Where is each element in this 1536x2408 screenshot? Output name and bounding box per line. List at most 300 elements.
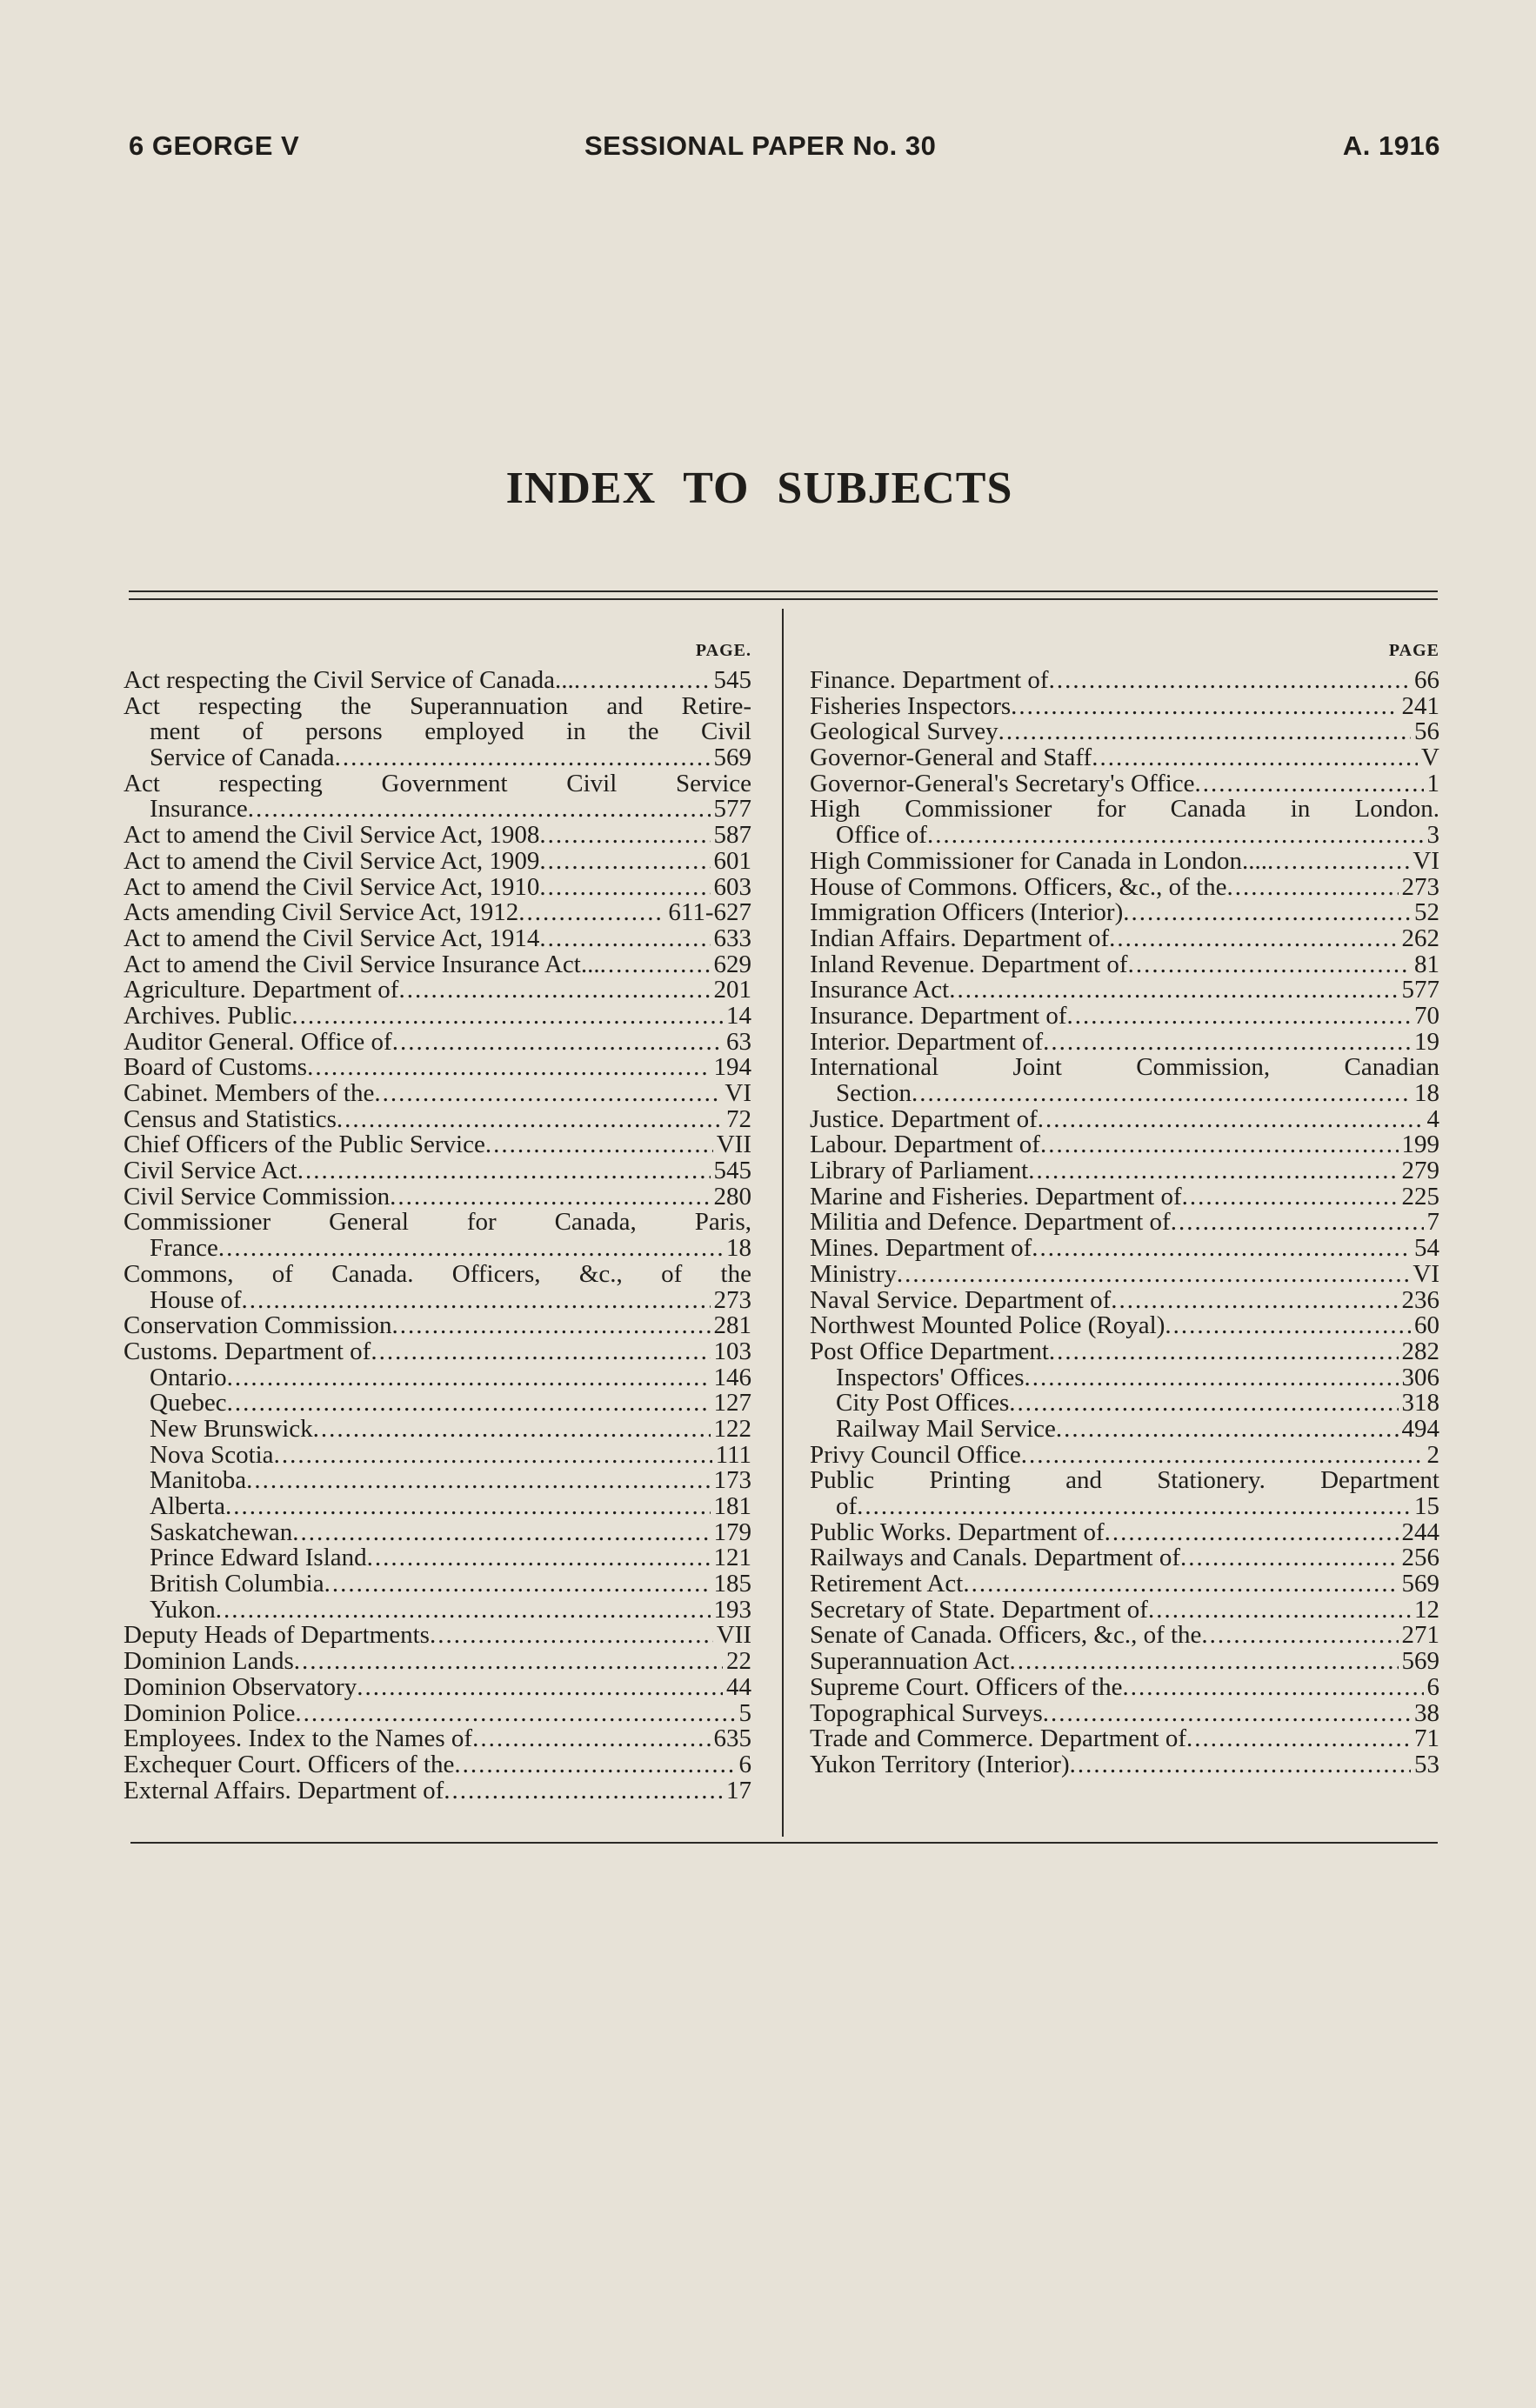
index-entry (810, 1414, 1439, 1443)
index-entry (124, 1391, 751, 1417)
dot-leader (539, 875, 710, 901)
index-entry-text: House of Commons. Officers, &c., of the (810, 872, 1227, 901)
index-entry-text: High Commissioner for Canada in London. (810, 795, 1439, 824)
dot-leader (518, 900, 664, 926)
index-entry-text: Northwest Mounted Police (Royal) (810, 1311, 1165, 1340)
index-entry (124, 1545, 751, 1571)
dot-leader (357, 1675, 723, 1701)
index-entry-page: 577 (713, 795, 751, 824)
index-entry (810, 1027, 1439, 1056)
dot-leader (218, 1236, 723, 1262)
index-entry-page: 611-627 (668, 898, 751, 927)
index-entry (124, 1365, 751, 1391)
index-entry-text: Service of Canada (150, 744, 335, 772)
index-entry-text: Governor-General and Staff (810, 744, 1092, 772)
index-entry-text: Archives. Public (124, 1001, 292, 1030)
index-entry (124, 771, 751, 797)
index-entry-page: 18 (1414, 1079, 1439, 1107)
index-entry-text: Acts amending Civil Service Act, 1912 (124, 898, 519, 927)
index-entry-text: Board of Customs (124, 1053, 308, 1082)
index-entry-page: 5 (738, 1698, 751, 1727)
index-entry (810, 1285, 1439, 1314)
dot-leader (1180, 1545, 1398, 1571)
dot-leader (313, 1417, 711, 1443)
index-entry-text: Dominion Police (124, 1698, 296, 1727)
dot-leader (1021, 1443, 1424, 1469)
index-entry (810, 1623, 1439, 1649)
dot-leader (1010, 1649, 1399, 1675)
index-entry-page: VII (716, 1131, 751, 1159)
index-entry-text: Employees. Index to the Names of (124, 1724, 473, 1753)
index-entry-text: Exchequer Court. Officers of the (124, 1750, 455, 1778)
index-entry-text: Prince Edward Island (150, 1544, 367, 1572)
index-entry-text: British Columbia (150, 1570, 324, 1598)
index-entry-text: Justice. Department of (810, 1104, 1038, 1133)
index-entry-text: Census and Statistics (124, 1104, 337, 1133)
dot-leader (1040, 1132, 1399, 1158)
dot-leader (949, 977, 1398, 1004)
index-entry (810, 1210, 1439, 1236)
index-entry-text: Yukon (150, 1595, 216, 1624)
dot-leader (444, 1778, 723, 1804)
column-divider (782, 609, 784, 1837)
index-entry (124, 1184, 751, 1211)
index-entry-text: Militia and Defence. Department of (810, 1208, 1171, 1237)
dot-leader (1011, 694, 1398, 720)
bottom-rule (130, 1842, 1438, 1844)
dot-leader (1186, 1726, 1411, 1752)
index-entry-text: Finance. Department of (810, 666, 1049, 694)
dot-leader (539, 823, 710, 849)
dot-leader (574, 668, 711, 694)
index-entry-text: City Post Offices (836, 1389, 1010, 1417)
dot-leader (392, 1313, 711, 1339)
index-entry-text: Indian Affairs. Department of (810, 924, 1110, 952)
index-entry-page: 173 (713, 1466, 751, 1495)
index-entry-text: Agriculture. Department of (124, 976, 399, 1004)
dot-leader (367, 1545, 711, 1571)
index-entry (124, 691, 751, 720)
dot-leader (225, 1494, 711, 1520)
index-entry-text: Public Works. Department of (810, 1518, 1105, 1546)
index-entry-text: Nova Scotia (150, 1440, 274, 1469)
index-entry (124, 1571, 751, 1598)
index-entry (810, 1132, 1439, 1158)
index-entry-text: Act respecting the Superannuation and Retire- (124, 691, 751, 720)
index-entry-text: Dominion Lands (124, 1647, 294, 1676)
index-entry-text: New Brunswick (150, 1414, 313, 1443)
index-entry-text: Deputy Heads of Departments (124, 1621, 430, 1650)
index-entry (124, 1132, 751, 1158)
index-entry-page: 629 (713, 950, 751, 978)
dot-leader (454, 1752, 735, 1778)
page-column-heading: PAGE (1388, 641, 1439, 660)
index-entry-text: Civil Service Act (124, 1157, 297, 1185)
index-entry-page: 241 (1401, 691, 1439, 720)
index-entry-page: 244 (1401, 1518, 1439, 1546)
index-entry-page: 4 (1426, 1104, 1439, 1133)
index-entry (124, 846, 751, 875)
index-entry-page: 22 (726, 1647, 751, 1676)
index-entry-page: 273 (1401, 872, 1439, 901)
dot-leader (897, 1262, 1409, 1288)
index-entry (810, 1158, 1439, 1184)
index-entry-text: Railways and Canals. Department of (810, 1544, 1181, 1572)
index-entry-page: 587 (713, 821, 751, 850)
index-entry (124, 1259, 751, 1288)
index-entry-text: Inland Revenue. Department of (810, 950, 1128, 978)
index-entry (124, 1726, 751, 1752)
dot-leader (1070, 1752, 1411, 1778)
index-entry-page: 44 (726, 1672, 751, 1701)
dot-leader (857, 1494, 1411, 1520)
index-entry-page: 282 (1401, 1337, 1439, 1365)
dot-leader (1182, 1184, 1399, 1211)
dot-leader (1227, 875, 1399, 901)
index-entry-page: 280 (713, 1182, 751, 1211)
index-entry (124, 1236, 751, 1262)
index-entry (124, 1055, 751, 1081)
index-entry-page: 225 (1401, 1182, 1439, 1211)
index-entry (124, 1468, 751, 1494)
dot-leader (1038, 1107, 1424, 1133)
index-entry (810, 1440, 1439, 1469)
index-entry-text: Act respecting Government Civil Service (124, 769, 751, 797)
index-entry (810, 1081, 1439, 1107)
index-entry-text: Inspectors' Offices (836, 1363, 1025, 1391)
index-entry (810, 823, 1439, 849)
index-entry-text: International Joint Commission, Canadian (810, 1053, 1439, 1082)
index-entry (810, 1365, 1439, 1391)
index-entry-page: VI (1412, 1259, 1439, 1288)
index-entry-page: 273 (713, 1285, 751, 1314)
index-entry-page: 38 (1414, 1698, 1439, 1727)
index-entry-text: Privy Council Office (810, 1440, 1021, 1469)
index-entry (124, 1313, 751, 1339)
index-entry-text: Naval Service. Department of (810, 1285, 1112, 1314)
dot-leader (324, 1571, 711, 1598)
index-entry (810, 797, 1439, 823)
index-entry-text: Mines. Department of (810, 1234, 1032, 1263)
index-entry-page: 603 (713, 872, 751, 901)
index-entry (810, 1494, 1439, 1520)
index-entry-text: Governor-General's Secretary's Office (810, 769, 1195, 797)
index-entry-text: Customs. Department of (124, 1337, 371, 1365)
dot-leader (246, 1468, 710, 1494)
index-entry (810, 745, 1439, 771)
index-entry (124, 1104, 751, 1133)
index-entry-text: Act to amend the Civil Service Act, 1908 (124, 821, 540, 850)
index-entry-page: 306 (1401, 1363, 1439, 1391)
index-entry (124, 1672, 751, 1701)
index-entry-page: 7 (1426, 1208, 1439, 1237)
index-entry (124, 1494, 751, 1520)
index-entry (124, 1339, 751, 1365)
index-entry-text: Marine and Fisheries. Department of (810, 1182, 1182, 1211)
index-entry-page: 52 (1414, 898, 1439, 927)
index-entry-text: Ontario (150, 1363, 227, 1391)
dot-leader (539, 926, 710, 952)
index-entry (124, 1752, 751, 1778)
index-entry-page: 181 (713, 1492, 751, 1520)
index-entry-page: 545 (713, 1157, 751, 1185)
dot-leader (1128, 952, 1411, 978)
dot-leader (1195, 771, 1424, 797)
index-entry (124, 900, 751, 926)
header-year: A. 1916 (1342, 130, 1440, 161)
index-entry-page: 256 (1401, 1544, 1439, 1572)
index-entry-text: Dominion Observatory (124, 1672, 357, 1701)
index-entry-text: Public Printing and Stationery. Department (810, 1466, 1439, 1495)
index-entry-text: Topographical Surveys (810, 1698, 1043, 1727)
index-entry-page: 635 (713, 1724, 751, 1753)
index-entry-text: Insurance. Department of (810, 1001, 1067, 1030)
index-entry (124, 1649, 751, 1675)
dot-leader (539, 849, 710, 875)
index-entry-text: Auditor General. Office of (124, 1027, 392, 1056)
index-entry (810, 1571, 1439, 1598)
index-entry (810, 1001, 1439, 1030)
index-entry-text: Insurance (150, 795, 248, 824)
index-entry (810, 691, 1439, 720)
index-entry-page: 14 (726, 1001, 751, 1030)
index-entry-page: 70 (1414, 1001, 1439, 1030)
index-entry-text: Railway Mail Service (836, 1414, 1056, 1443)
index-entry-page: 18 (726, 1234, 751, 1263)
index-entry (810, 668, 1439, 694)
dot-leader (1043, 1701, 1411, 1727)
index-entry-text: Act respecting the Civil Service of Canada... (124, 666, 574, 694)
dot-leader (292, 1520, 710, 1546)
index-entry (124, 1414, 751, 1443)
index-entry-text: House of (150, 1285, 242, 1314)
index-entry-page: 494 (1401, 1414, 1439, 1443)
index-entry (124, 1778, 751, 1804)
index-entry-page: 17 (726, 1776, 751, 1804)
dot-leader (337, 1107, 723, 1133)
dot-leader (1056, 1417, 1399, 1443)
index-entry (810, 872, 1439, 901)
dot-leader (392, 1030, 723, 1056)
index-entry-page: 271 (1401, 1621, 1439, 1650)
index-entry (810, 719, 1439, 745)
index-entry-text: France (150, 1234, 218, 1263)
index-entries-right (810, 668, 1439, 1778)
index-entry-page: 193 (713, 1595, 751, 1624)
index-entry (810, 1726, 1439, 1752)
index-entry-text: Commissioner General for Canada, Paris, (124, 1208, 751, 1237)
index-entry (810, 1698, 1439, 1727)
index-entry-page: 111 (715, 1440, 751, 1469)
index-entry-page: 318 (1401, 1389, 1439, 1417)
index-entry-page: 56 (1414, 717, 1439, 746)
dot-leader (1171, 1210, 1424, 1236)
dot-leader (1067, 1004, 1411, 1030)
index-entry (124, 1210, 751, 1236)
dot-leader (398, 977, 710, 1004)
index-entry (810, 900, 1439, 926)
index-entry-text: Conservation Commission (124, 1311, 392, 1340)
index-entry-text: Quebec (150, 1389, 227, 1417)
index-entry-page: 146 (713, 1363, 751, 1391)
index-entry-text: Chief Officers of the Public Service (124, 1131, 485, 1159)
index-entry-page: 1 (1426, 769, 1439, 797)
index-entry (124, 823, 751, 849)
index-entry-page: 3 (1426, 821, 1439, 850)
index-entry (810, 1104, 1439, 1133)
index-entry-page: 569 (1401, 1570, 1439, 1598)
index-entry-page: 194 (713, 1053, 751, 1082)
dot-leader (912, 1081, 1411, 1107)
index-entry-text: Saskatchewan (150, 1518, 293, 1546)
dot-leader (1111, 1288, 1398, 1314)
index-entry-page: 633 (713, 924, 751, 952)
index-entry-text: Act to amend the Civil Service Act, 1909 (124, 846, 540, 875)
page-column-heading: PAGE. (695, 641, 751, 660)
index-entry-text: Alberta (150, 1492, 225, 1520)
index-entry-page: 71 (1414, 1724, 1439, 1753)
dot-leader (600, 952, 711, 978)
index-entry (124, 1158, 751, 1184)
index-entry (810, 1313, 1439, 1339)
index-entry (810, 1672, 1439, 1701)
index-entry-page: VI (725, 1079, 751, 1107)
index-entry-text: Section (836, 1079, 912, 1107)
index-entry-page: 63 (726, 1027, 751, 1056)
index-entry-page: 577 (1401, 976, 1439, 1004)
index-entry-page: 279 (1401, 1157, 1439, 1185)
index-entry (810, 1595, 1439, 1624)
index-entry (124, 872, 751, 901)
index-entry-page: VII (716, 1621, 751, 1650)
dot-leader (294, 1649, 723, 1675)
index-entry (810, 1520, 1439, 1546)
index-entry-text: Interior. Department of (810, 1027, 1044, 1056)
index-entry (810, 1545, 1439, 1571)
index-entry-text: Trade and Commerce. Department of (810, 1724, 1186, 1753)
index-entry (810, 977, 1439, 1004)
running-header (129, 130, 1440, 169)
dot-leader (291, 1004, 723, 1030)
index-entry (810, 1184, 1439, 1211)
index-entry-page: 19 (1414, 1027, 1439, 1056)
index-entry (124, 926, 751, 952)
index-entry-page: 72 (726, 1104, 751, 1133)
dot-leader (248, 797, 711, 823)
dot-leader (1092, 745, 1418, 771)
index-entry (810, 1752, 1439, 1778)
index-entry-text: Library of Parliament (810, 1157, 1029, 1185)
index-entry-text: Office of (836, 821, 927, 850)
index-entry-page: 54 (1414, 1234, 1439, 1263)
index-entry-page: 545 (713, 666, 751, 694)
dot-leader (1148, 1598, 1411, 1624)
index-entry (124, 797, 751, 823)
index-entry-page: V (1421, 744, 1439, 772)
index-entry (124, 668, 751, 694)
index-entry-text: Geological Survey (810, 717, 998, 746)
index-entry (810, 1391, 1439, 1417)
dot-leader (295, 1701, 735, 1727)
index-entry-page: 122 (713, 1414, 751, 1443)
index-entries-left (124, 668, 751, 1804)
dot-leader (927, 823, 1424, 849)
dot-leader (1009, 1391, 1398, 1417)
index-entry-text: Retirement Act (810, 1570, 964, 1598)
index-entry (124, 977, 751, 1004)
dot-leader (963, 1571, 1398, 1598)
index-entry-page: 121 (713, 1544, 751, 1572)
dot-leader (216, 1598, 711, 1624)
dot-leader (227, 1365, 711, 1391)
index-entry-text: Act to amend the Civil Service Act, 1914 (124, 924, 540, 952)
dot-leader (1024, 1365, 1398, 1391)
index-entry-page: 262 (1401, 924, 1439, 952)
index-entry-page: 199 (1401, 1131, 1439, 1159)
index-entry-page: 103 (713, 1337, 751, 1365)
top-double-rule (129, 589, 1438, 603)
index-entry-page: 6 (738, 1750, 751, 1778)
dot-leader (274, 1443, 712, 1469)
dot-leader (998, 719, 1411, 745)
dot-leader (1105, 1520, 1399, 1546)
index-entry-text: Superannuation Act (810, 1647, 1010, 1676)
index-entry-text: Act to amend the Civil Service Act, 1910 (124, 872, 540, 901)
index-entry (124, 1623, 751, 1649)
dot-leader (1032, 1236, 1411, 1262)
index-entry (124, 1001, 751, 1030)
index-entry-page: VI (1412, 846, 1439, 875)
index-entry (810, 926, 1439, 952)
dot-leader (1123, 900, 1411, 926)
dot-leader (1028, 1158, 1398, 1184)
index-entry-page: 66 (1414, 666, 1439, 694)
index-entry-page: 53 (1414, 1750, 1439, 1778)
index-column-right (810, 642, 1439, 1778)
index-entry (124, 1285, 751, 1314)
dot-leader (1122, 1675, 1423, 1701)
index-entry-text: Act to amend the Civil Service Insurance Act... (124, 950, 600, 978)
dot-leader (242, 1288, 711, 1314)
index-entry-text: External Affairs. Department of (124, 1776, 444, 1804)
index-entry (810, 1649, 1439, 1675)
dot-leader (335, 745, 711, 771)
dot-leader (1267, 849, 1409, 875)
index-entry-page: 81 (1414, 950, 1439, 978)
index-entry-text: Ministry (810, 1259, 897, 1288)
index-entry-page: 6 (1426, 1672, 1439, 1701)
index-entry-text: Manitoba (150, 1466, 247, 1495)
index-entry-text: Post Office Department (810, 1337, 1049, 1365)
index-entry (810, 1339, 1439, 1365)
index-entry (810, 1055, 1439, 1081)
index-entry (810, 1236, 1439, 1262)
index-entry (124, 1520, 751, 1546)
index-entry-text: Secretary of State. Department of (810, 1595, 1148, 1624)
index-entry-text: Supreme Court. Officers of the (810, 1672, 1123, 1701)
index-entry-page: 179 (713, 1518, 751, 1546)
index-entry-page: 569 (1401, 1647, 1439, 1676)
index-entry-text: Yukon Territory (Interior) (810, 1750, 1070, 1778)
index-entry-text: Fisheries Inspectors (810, 691, 1012, 720)
index-entry (810, 1259, 1439, 1288)
dot-leader (1109, 926, 1398, 952)
index-entry-page: 185 (713, 1570, 751, 1598)
index-entry (124, 1440, 751, 1469)
index-entry-text: High Commissioner for Canada in London.... (810, 846, 1267, 875)
dot-leader (430, 1623, 713, 1649)
index-column-left (124, 642, 751, 1804)
